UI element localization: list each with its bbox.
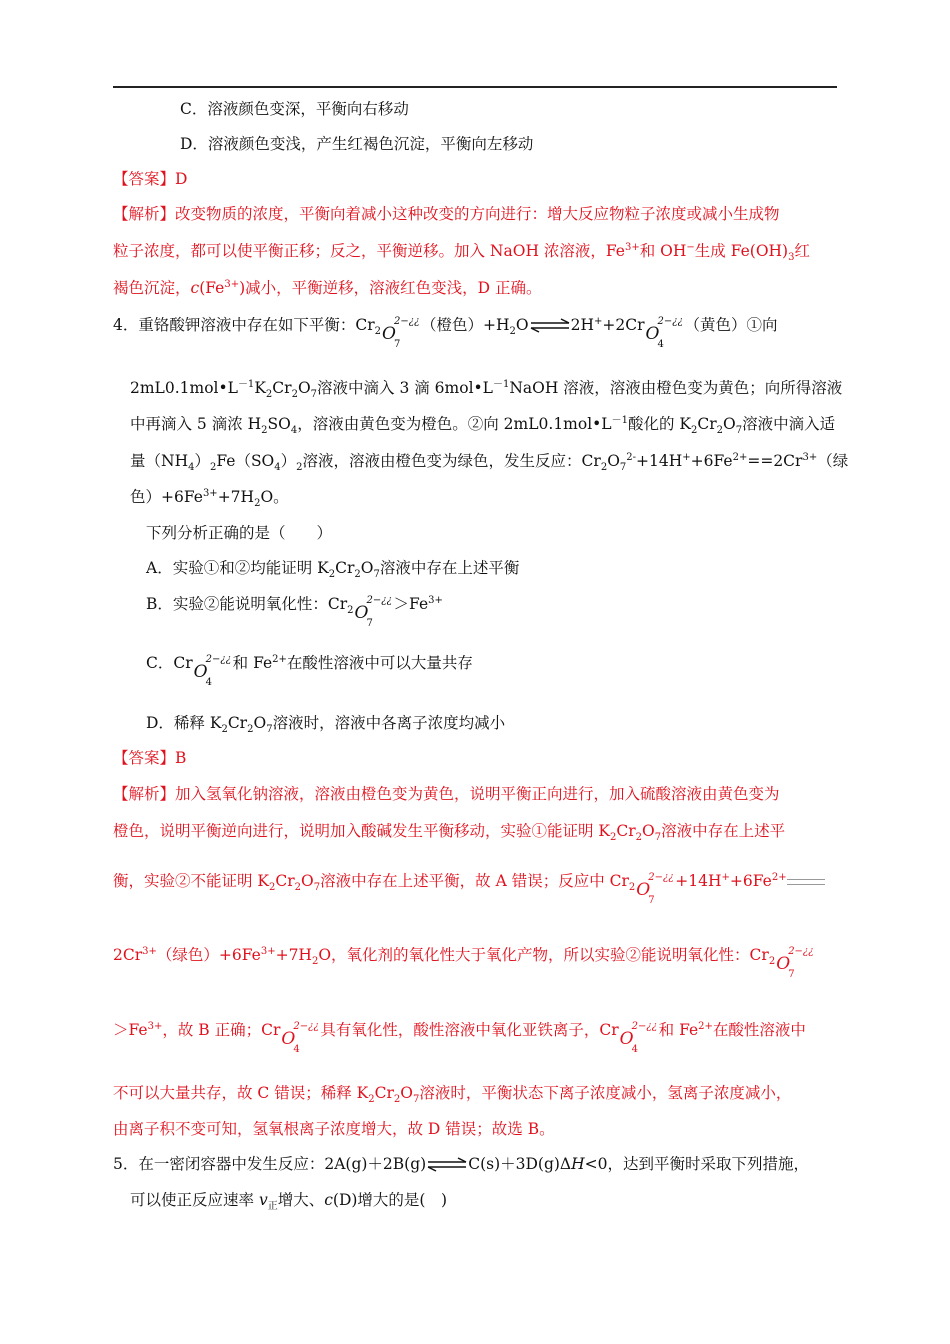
header-rule xyxy=(113,86,837,88)
dichromate-ion: O 7 2−¿¿ xyxy=(636,872,674,906)
q4-explanation-line7: 由离子积不变可知，氢氧根离子浓度增大，故 D 错误；故选 B。 xyxy=(113,1120,555,1138)
dichromate-ion: O 7 2−¿¿ xyxy=(354,595,393,629)
chromate-ion: O 4 2−¿¿ xyxy=(619,1021,658,1055)
dichromate-ion: O 7 2−¿¿ xyxy=(382,316,420,350)
q5-stem-line2: 可以使正反应速率 $v_正$增大、c(D)增大的是( ) xyxy=(130,1191,448,1213)
chromate-ion: O 4 2−¿¿ xyxy=(193,654,232,688)
equals-double-line-icon xyxy=(787,879,825,885)
q4-option-c: C．Cr O 4 2−¿¿ 和 $Fe^{2+}$在酸性溶液中可以大量共存 xyxy=(146,653,473,688)
dichromate-ion: O 7 2−¿¿ xyxy=(776,946,814,980)
equilibrium-arrow-icon xyxy=(529,315,571,337)
chromate-ion: O 4 2−¿¿ xyxy=(281,1021,319,1055)
q4-stem-line2: $2mL0.1mol•L^{-1}K_2Cr_2O_7$溶液中滴入 3 滴 $6mol•L^{-1}NaOH$ 溶液，溶液由橙色变为黄色；向所得溶液 xyxy=(130,378,843,401)
q4-explanation-line2: 橙色，说明平衡逆向进行，说明加入酸碱发生平衡移动，实验①能证明 $K_2Cr_2O_7$溶液中存在上述平 xyxy=(113,822,786,844)
q4-option-d: D．稀释 $K_2Cr_2O_7$溶液时，溶液中各离子浓度均减小 xyxy=(146,714,506,736)
q4-explanation-line5: $>Fe^{3+}$，故 B 正确；Cr O 4 2−¿¿ 具有氧化性，酸性溶液中氧化亚铁离子，Cr O 4 2−¿¿ 和 $Fe^{2+}$在酸性溶液中 xyxy=(113,1020,806,1055)
q3-explanation-line2: 粒子浓度，都可以使平衡正移；反之，平衡逆移。加入 NaOH 浓溶液，$Fe^{3+}$和 OH−生成 $Fe(OH)_3$红 xyxy=(113,241,810,264)
q4-explanation-line1: 【解析】加入氢氧化钠溶液，溶液由橙色变为黄色，说明平衡正向进行，加入硫酸溶液由黄色变为 xyxy=(113,785,780,803)
q4-stem-line5: 色）$+6Fe^{3+}+7H_2O$。 xyxy=(130,487,289,510)
q3-option-d: D．溶液颜色变浅，产生红褐色沉淀，平衡向左移动 xyxy=(180,135,534,153)
q4-prompt: 下列分析正确的是（ ） xyxy=(146,524,333,542)
equilibrium-arrow-icon xyxy=(426,1154,468,1176)
q3-explanation-line3: 褐色沉淀，$c(Fe^{3+})$减小，平衡逆移，溶液红色变浅，D 正确。 xyxy=(113,278,542,297)
q4-option-a: A．实验①和②均能证明 $K_2Cr_2O_7$溶液中存在上述平衡 xyxy=(146,559,520,581)
q3-explanation-line1: 【解析】改变物质的浓度，平衡向着减小这种改变的方向进行：增大反应物粒子浓度或减小生成物 xyxy=(113,205,780,223)
q4-option-b: B．实验②能说明氧化性：$Cr_2$ O 7 2−¿¿ $>Fe^{3+}$ xyxy=(146,594,443,629)
q4-explanation-line4: $2Cr^{3+}$（绿色）$+6Fe^{3+}+7H_2O$，氧化剂的氧化性大于氧化产物，所以实验②能说明氧化性：$Cr_2$ O 7 2−¿¿ xyxy=(113,945,814,980)
q4-stem-line4: 量$(NH_4)_2Fe(SO_4)_2$溶液，溶液由橙色变为绿色，发生反应：$Cr_2O_7^{2-}+14H^++6Fe^{2+}==2Cr^{3+}$（绿 xyxy=(130,451,849,474)
q3-answer: 【答案】D xyxy=(113,170,188,188)
q4-stem-line3: 中再滴入 5 滴浓 $H_2SO_4$，溶液由黄色变为橙色。②向 $2mL0.1mol•L^{-1}$酸化的 $K_2Cr_2O_7$溶液中滴入适 xyxy=(130,414,836,437)
q3-option-c: C．溶液颜色变深，平衡向右移动 xyxy=(180,100,409,118)
chromate-ion: O 4 2−¿¿ xyxy=(645,316,683,350)
q4-answer: 【答案】B xyxy=(113,749,187,767)
q4-stem-line1: 4．重铬酸钾溶液中存在如下平衡：$Cr_2$ O 7 2−¿¿ （橙色）$+H_2O$ 2H++2Cr O 4 2−¿¿ （黄色）①向 xyxy=(113,315,778,350)
q4-explanation-line3: 衡，实验②不能证明 $K_2Cr_2O_7$溶液中存在上述平衡，故 A 错误；反应中 $Cr_2$ O 7 2−¿¿ $+14H^++6Fe^{2+}$ xyxy=(113,870,825,892)
q5-stem-line1: 5．在一密闭容器中发生反应：2A(g)＋2B(g) C(s)＋3D(g)ΔH<0，达到平衡时采取下列措施， xyxy=(113,1153,809,1176)
q4-explanation-line6: 不可以大量共存，故 C 错误；稀释 $K_2Cr_2O_7$溶液时，平衡状态下离子浓度减小，氢离子浓度减小， xyxy=(113,1084,792,1106)
